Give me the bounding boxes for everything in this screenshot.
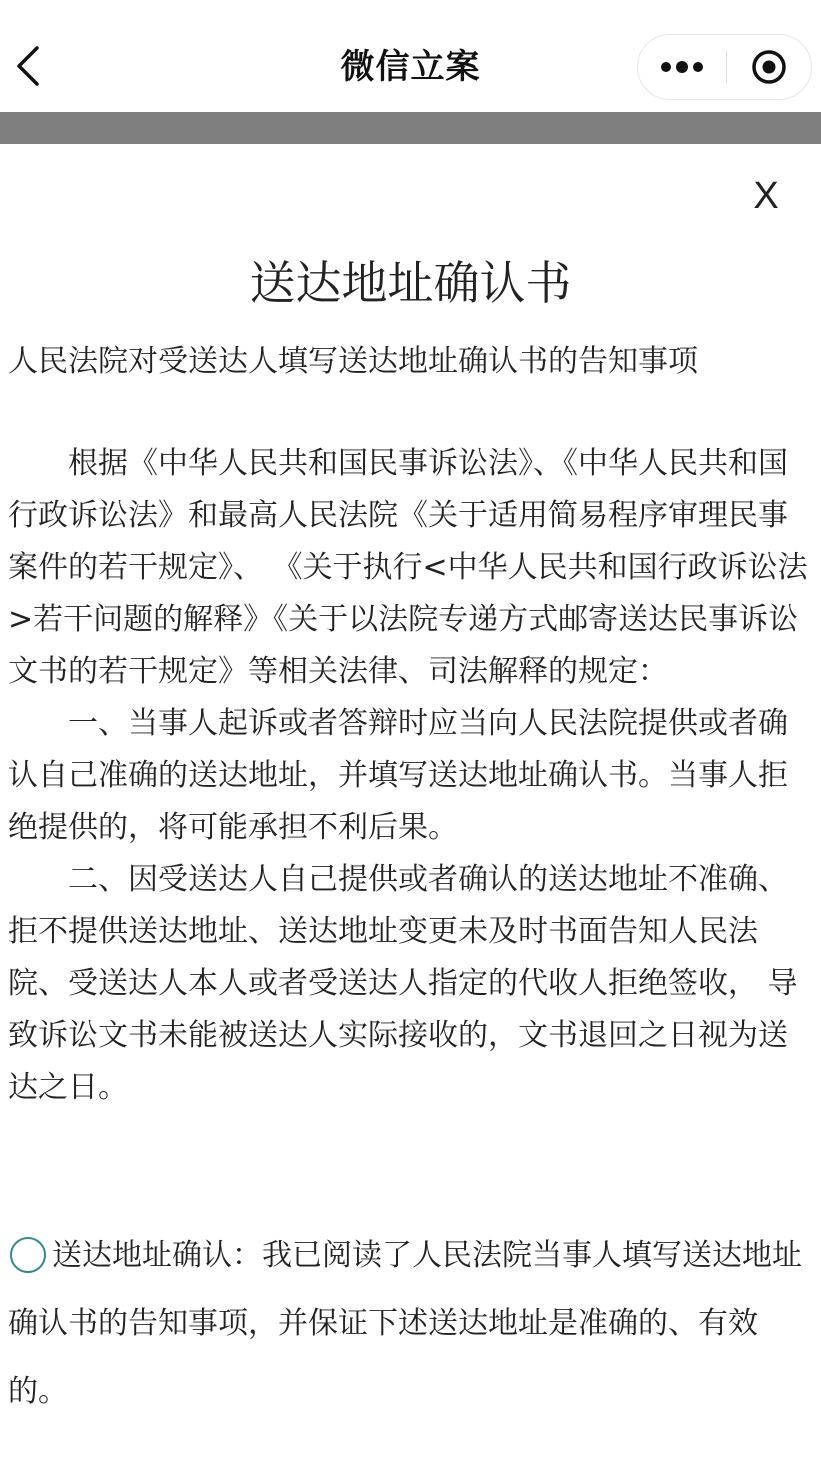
notice-paragraph-intro: 根据《中华人民共和国民事诉讼法》、《中华人民共和国行政诉讼法》和最高人民法院《关于适用简易程序审理民事案件的若干规定》、 《关于执行<中华人民共和国行政诉讼法>若干问题的解释》《关于以法院专递方式邮寄送达民事诉讼文书的若干规定》等相关法律、司法解释的规定： xyxy=(8,446,808,689)
notice-body xyxy=(8,438,808,1114)
document-title: 送达地址确认书 xyxy=(249,256,572,310)
target-circle-icon xyxy=(750,48,788,86)
confirm-radio[interactable] xyxy=(10,1237,46,1273)
page-title: 微信立案 xyxy=(340,47,481,87)
overlay-band xyxy=(0,112,821,144)
exit-mini-program-button[interactable] xyxy=(727,35,811,99)
confirm-text: 送达地址确认：我已阅读了人民法院当事人填写送达地址确认书的告知事项，并保证下述送达地址是准确的、有效的。 xyxy=(8,1238,802,1409)
address-confirm-section xyxy=(8,1222,808,1426)
dialog-close-button[interactable]: X xyxy=(753,175,779,217)
notice-heading: 人民法院对受送达人填写送达地址确认书的告知事项 xyxy=(8,344,698,379)
more-dots-icon xyxy=(660,61,704,73)
more-button[interactable] xyxy=(638,35,726,99)
nav-bar xyxy=(0,0,821,112)
mini-program-capsule xyxy=(637,34,812,100)
notice-paragraph-two: 二、因受送达人自己提供或者确认的送达地址不准确、拒不提供送达地址、送达地址变更未及时书面告知人民法院、受送达人本人或者受送达人指定的代收人拒绝签收， 导致诉讼文书未能被送达人实际接收的，文书退回之日视为送达之日。 xyxy=(8,862,798,1105)
notice-paragraph-one: 一、当事人起诉或者答辩时应当向人民法院提供或者确认自己准确的送达地址，并填写送达地址确认书。当事人拒绝提供的，将可能承担不利后果。 xyxy=(8,706,788,845)
